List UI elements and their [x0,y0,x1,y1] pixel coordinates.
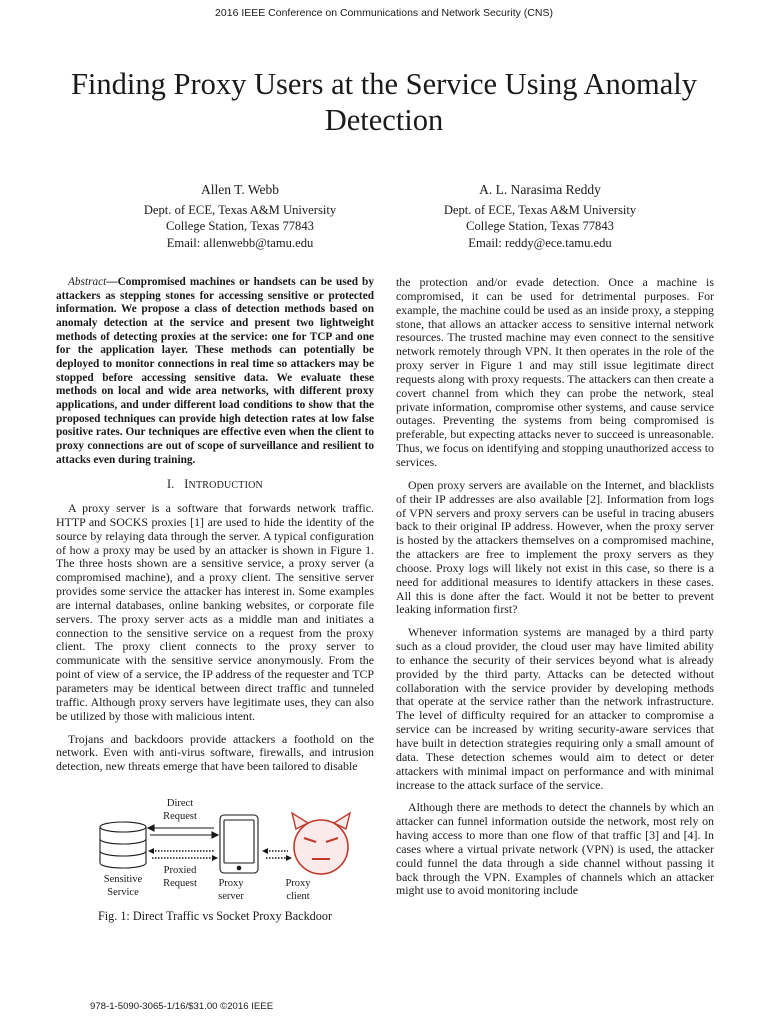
phone-icon [220,815,258,873]
sensitive-label-2: Service [107,887,139,898]
devil-icon [292,813,350,874]
author-address: College Station, Texas 77843 [466,219,614,233]
body-paragraph-2: Open proxy servers are available on the Internet, and blacklists of their IP addresses are also available [2]. Information from logs of VPN servers and proxy servers can be useful in tracing abusers back to their original IP address. However, when the proxy server is hosted by the attackers themselves on a compromised machine, the attackers are free to implement the proxy servers as they choose. Proxy logs will likely not exist in this case, so there is a need for additional measures to identify attackers in these cases. All this is done after the fact. Would it not be better to prevent leaking information first? [396,477,714,617]
abstract-label: Abstract [68,276,107,288]
author-dept: Dept. of ECE, Texas A&M University [443,202,637,217]
direct-request-label-2: Request [163,811,197,822]
conference-header: 2016 IEEE Conference on Communications and Network Security (CNS) [215,7,553,19]
author-name: Allen T. Webb [200,182,280,197]
proxied-label-2: Request [163,878,197,889]
proxy-server-label-1: Proxy [218,878,244,889]
right-column [396,276,714,898]
proxied-label-1: Proxied [163,865,197,876]
author-email: Email: allenwebb@tamu.edu [166,235,314,250]
proxy-client-label-2: client [286,891,310,902]
section-number: I. [167,477,175,492]
proxy-server-label-2: server [218,891,244,902]
abstract-text: —Compromised machines or handsets can be used by attackers as stepping stones for accessing sensitive or protected information. We propose a class of detection methods based on anomaly detection at the service and present two lightweight methods of detecting proxies at the service: one for TCP and one for the application layer. These methods can potentially be deployed to monitor connections in real time so attackers may be stopped before accessing sensitive data. We evaluate these methods on local and wide area networks, with different proxy applications, and under different load conditions to show that the proposed techniques can provide high detection rates at low false positive rates. Our techniques are effective even when the client to proxy connections are out of scope of surveillance and resilient to attacks even during training. [56,276,374,466]
author-block-2 [390,182,690,251]
paper-title: Finding Proxy Users at the Service Using Anomaly Detection [70,67,698,137]
body-paragraph-1: the protection and/or evade detection. Once a machine is compromised, it can be used for detrimental purposes. For example, the machine could be used as an inside proxy, a stepping stone, that allows an attacker access to sensitive internal network resources. The trusted machine may even connect to the sensitive network remotely through VPN. It then operates in the role of the proxy server in Figure 1 and may still issue legitimate direct requests along with proxy requests. The attackers can then create a covert channel from which they can probe the network, steal private information, compromise other systems, and cause service outages. Preventing the systems from being compromised is preferable, but expecting attacks never to succeed is unreasonable. Thus, we focus on identifying and stopping unauthorized access to services. [396,275,714,469]
intro-paragraph-2: Trojans and backdoors provide attackers a foothold on the network. Even with anti-virus software, firewalls, and intrusion detection, new threats emerge that have been tailored to disable [56,731,374,774]
body-paragraph-4: Although there are methods to detect the channels by which an attacker can funnel information outside the network, most rely on having access to more than one flow of that traffic [3] and [4]. In cases where a virtual private network (VPN) is used, the attacker could funnel the data through a side channel without passing it back through the VPN. Examples of channels which an attacker might use to avoid monitoring include [396,800,714,898]
author-dept: Dept. of ECE, Texas A&M University [143,202,337,217]
author-block-1 [90,182,390,251]
author-email: Email: reddy@ece.tamu.edu [468,235,612,250]
figure-caption: Fig. 1: Direct Traffic vs Socket Proxy Backdoor [97,909,333,923]
author-address: College Station, Texas 77843 [166,219,314,233]
proxy-client-label-1: Proxy [285,878,311,889]
database-icon [100,821,146,868]
left-column [56,276,374,774]
direct-request-label-1: Direct [166,798,194,809]
sensitive-label-1: Sensitive [103,874,143,885]
direct-request-arrows [148,825,218,838]
section-heading-introduction [56,478,374,493]
footer-copyright: 978-1-5090-3065-1/16/$31.00 ©2016 IEEE [90,1001,274,1012]
author-name: A. L. Narasima Reddy [479,182,601,197]
section-initial: I [184,477,189,492]
section-title-rest: NTRODUCTION [188,480,263,492]
intro-paragraph-1: A proxy server is a software that forwards network traffic. HTTP and SOCKS proxies [1] are used to hide the identity of the source by relaying data through the server. A typical configuration of how a proxy may be used by an attacker is shown in Figure 1. The three hosts shown are a sensitive service, a proxy server (a compromised machine), and a proxy client. The sensitive server provides some service the attacker has interest in. Some examples are internal databases, online banking websites, or corporate file servers. The proxy server acts as a middle man and initiates a connection to the sensitive service on a request from the proxy client. The proxy client connects to the proxy server to communicate with the sensitive service anonymously. From the point of view of a service, the IP address of the requester and TCP parameters may be identical between direct traffic and tunneled traffic. Although proxy servers have legitimate uses, they can also be utilized by those with malicious intent. [56,501,374,723]
body-paragraph-3: Whenever information systems are managed by a third party such as a cloud provider, the cloud user may have limited ability to enhance the security of their services beyond what is already provided by the third party. Attacks can be detected without collaboration with the service provider by developing methods that operate at the service rather than the network infrastructure. The level of difficulty required for an attacker to compromise a service can be increased by writing security-aware services that have built in detection strategies requiring only a small amount of data. These detection schemes would aim to detect or deter attackers with minimal impact on performance and with minimal increase to the attack surface of the service. [396,625,714,792]
abstract [56,276,374,467]
figure-1-diagram [56,793,374,905]
